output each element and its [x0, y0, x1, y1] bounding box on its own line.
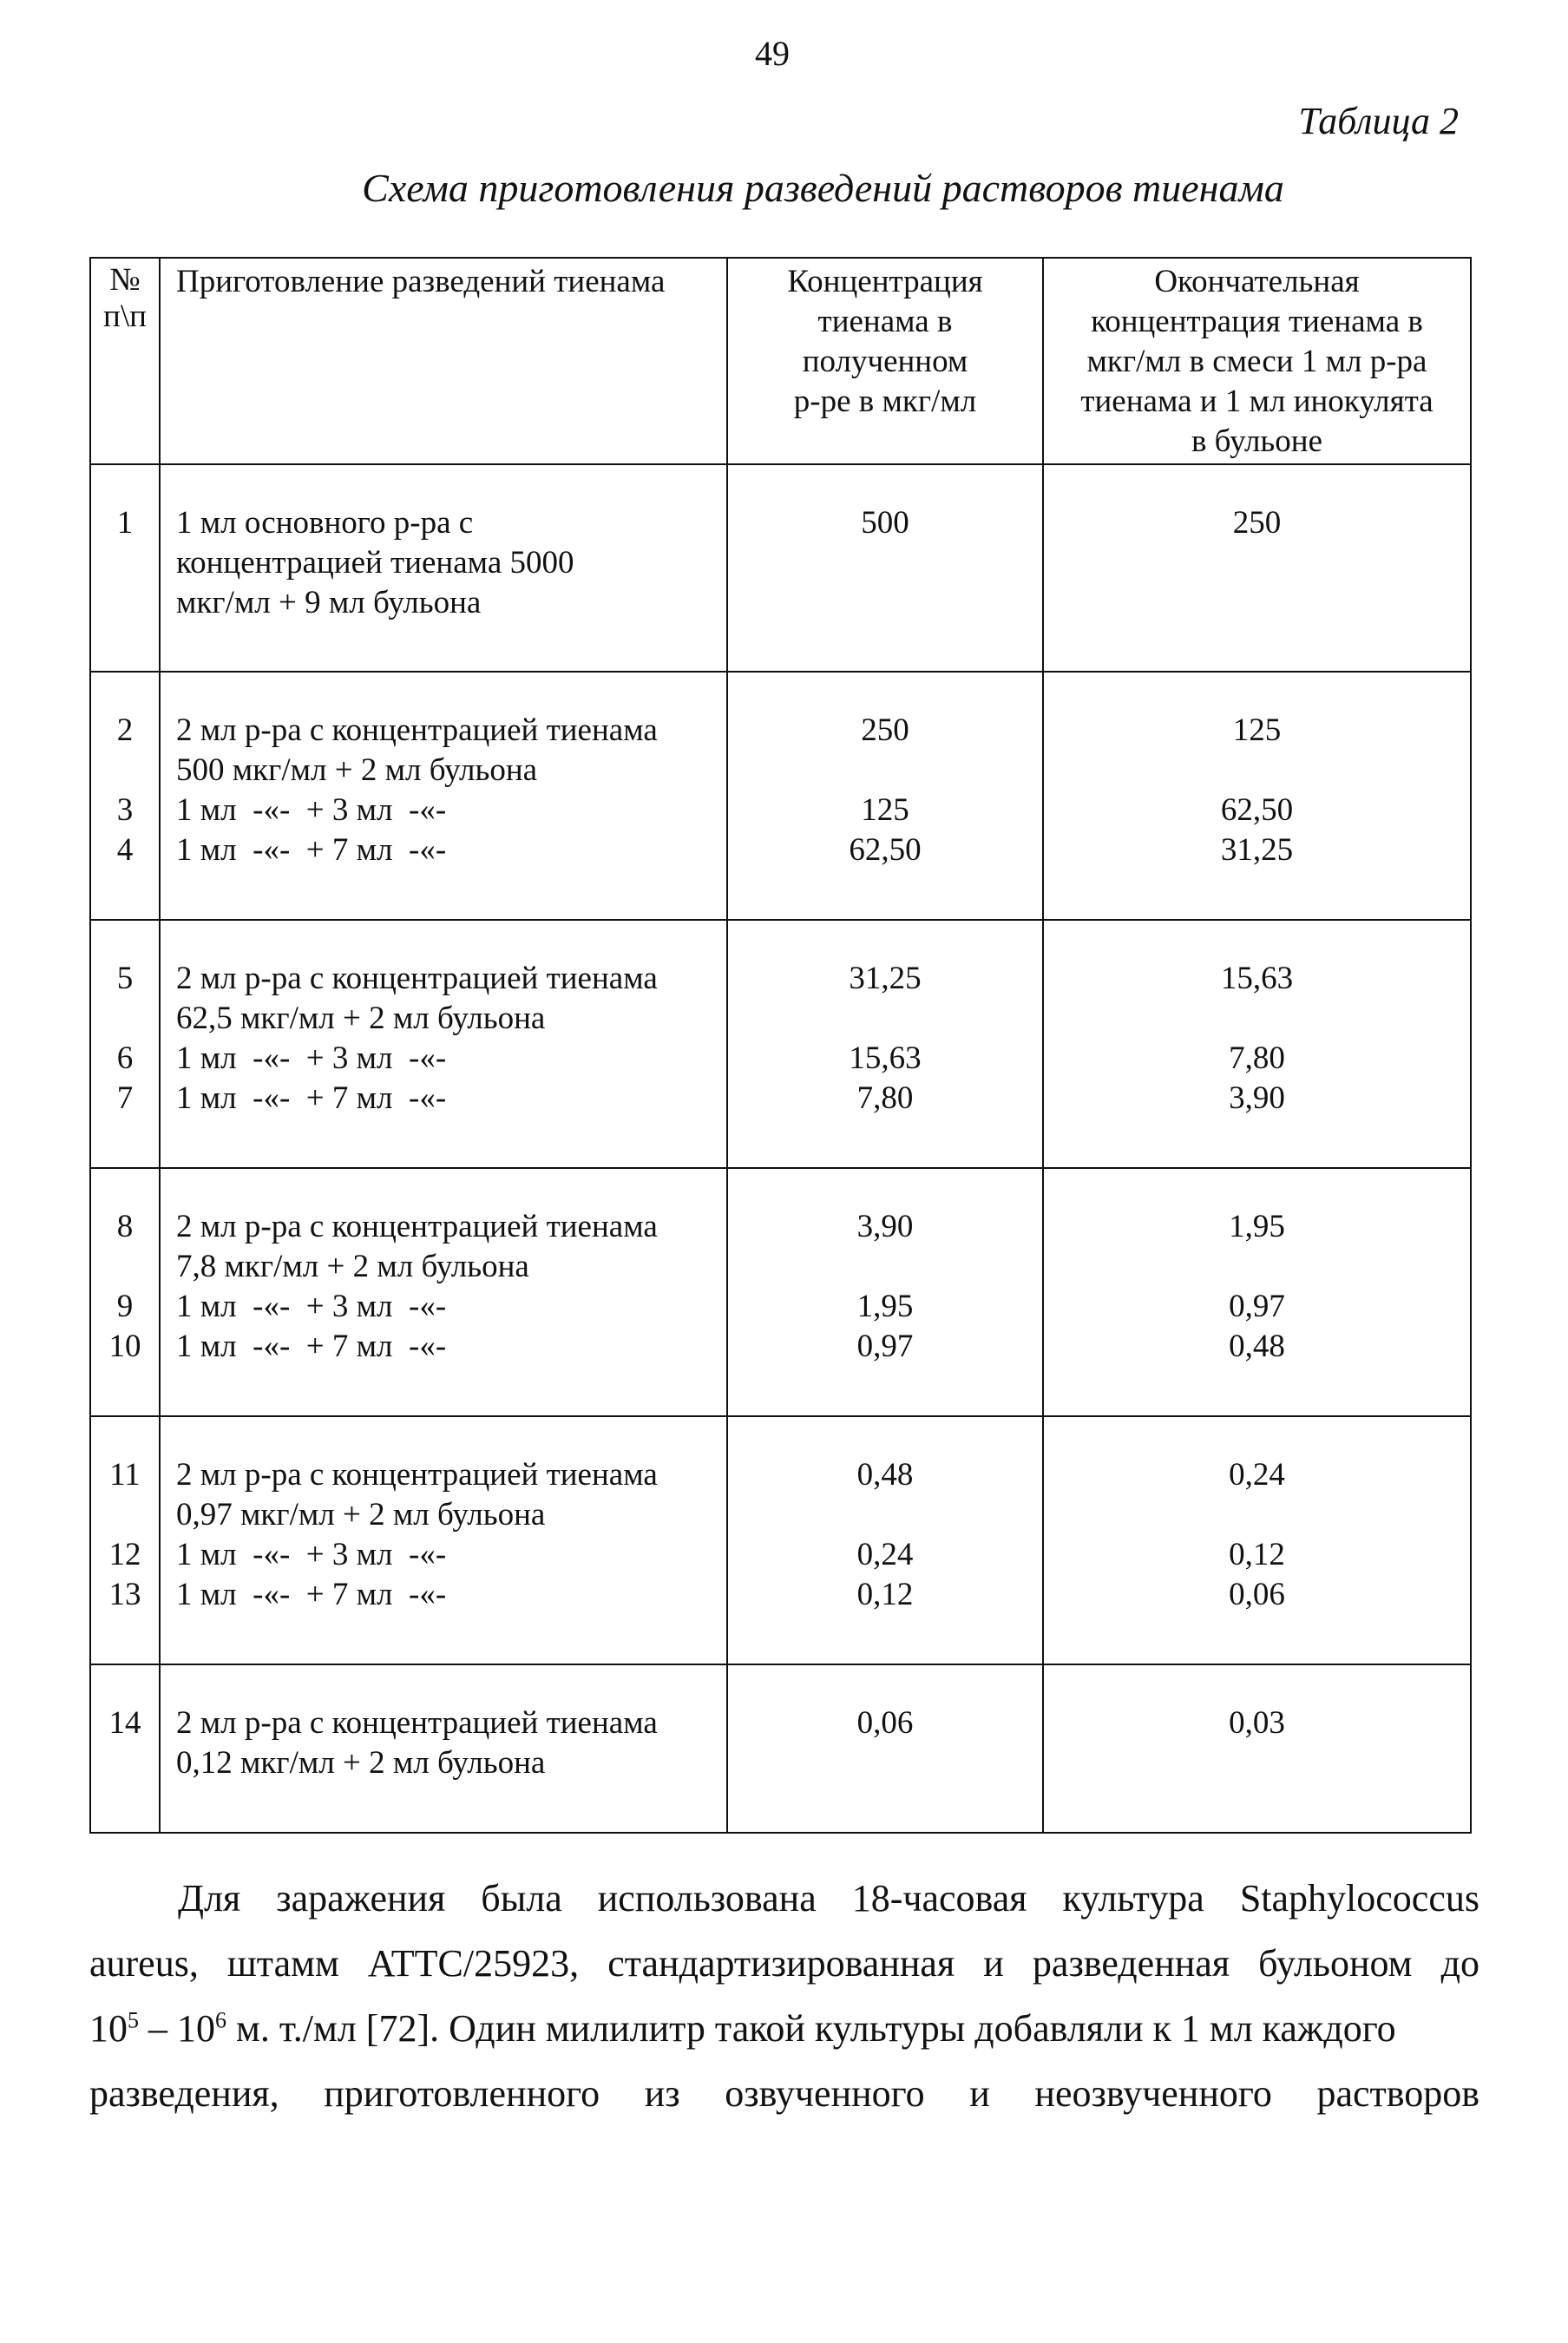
final-concentration-value: 0,24	[1229, 1457, 1285, 1493]
concentration-value	[728, 751, 1042, 791]
concentration-value: 500	[861, 505, 909, 541]
preparation-line: мкг/мл + 9 мл бульона	[176, 585, 482, 620]
header-final-line: концентрация тиенама в	[1091, 304, 1423, 339]
row-number: 14	[108, 1705, 141, 1741]
final-concentration-cell	[1043, 1168, 1471, 1416]
body-superscript: 5	[128, 2007, 139, 2033]
header-conc-line: р-ре в мкг/мл	[793, 384, 977, 419]
preparation-line: 1 мл -«- + 3 мл -«-	[176, 1040, 447, 1076]
header-prep-line: Приготовление разведений тиенама	[176, 264, 666, 299]
row-number-cell	[90, 1416, 160, 1664]
dilution-table	[89, 257, 1472, 1834]
final-concentration-cell	[1043, 920, 1471, 1168]
header-final-line: Окончательная	[1154, 264, 1360, 299]
header-final-line: в бульоне	[1191, 423, 1323, 459]
body-superscript: 6	[215, 2007, 226, 2033]
row-number: 5	[116, 961, 134, 996]
concentration-value: 3,90	[856, 1209, 914, 1244]
concentration-cell	[727, 1664, 1043, 1833]
row-number-cell	[90, 1168, 160, 1416]
preparation-line: 0,12 мкг/мл + 2 мл бульона	[176, 1745, 546, 1781]
final-concentration-value: 62,50	[1220, 792, 1294, 828]
final-concentration-cell	[1043, 1416, 1471, 1664]
table-row	[90, 1168, 1471, 1416]
row-number: 1	[116, 505, 134, 541]
concentration-value: 0,24	[856, 1537, 914, 1572]
page-number: 49	[755, 34, 790, 73]
table-row	[90, 1416, 1471, 1664]
table-label: Таблица 2	[1298, 100, 1459, 142]
concentration-cell	[727, 464, 1043, 672]
concentration-value: 62,50	[849, 832, 922, 868]
concentration-value: 15,63	[849, 1040, 922, 1076]
final-concentration-value: 0,97	[1229, 1289, 1285, 1324]
preparation-line: 1 мл -«- + 7 мл -«-	[176, 1329, 447, 1364]
table-row	[90, 920, 1471, 1168]
final-concentration-value	[1044, 1495, 1470, 1535]
final-concentration-value: 3,90	[1229, 1080, 1285, 1116]
concentration-cell	[727, 672, 1043, 920]
header-final-line: мкг/мл в смеси 1 мл р-ра	[1086, 344, 1427, 379]
final-concentration-value: 7,80	[1229, 1040, 1285, 1076]
final-concentration-value	[1044, 999, 1470, 1039]
final-concentration-cell	[1043, 672, 1471, 920]
preparation-line: 62,5 мкг/мл + 2 мл бульона	[176, 1001, 546, 1036]
preparation-line: 1 мл основного р-ра с	[176, 505, 474, 541]
row-number-cell	[90, 1664, 160, 1833]
row-number	[91, 999, 159, 1039]
preparation-line: концентрацией тиенама 5000	[176, 545, 574, 581]
final-concentration-value: 125	[1232, 712, 1282, 748]
preparation-line: 2 мл р-ра с концентрацией тиенама	[176, 1457, 658, 1493]
body-line: разведения, приготовленного из озвученного и неозвученного растворов	[89, 2072, 1479, 2115]
preparation-line: 1 мл -«- + 7 мл -«-	[176, 832, 447, 868]
row-number-cell	[90, 920, 160, 1168]
header-conc-line: тиенама в	[817, 304, 953, 339]
row-number: 11	[109, 1457, 141, 1493]
row-number-cell	[90, 672, 160, 920]
header-conc	[727, 258, 1043, 464]
concentration-value: 0,97	[856, 1329, 914, 1364]
final-concentration-cell	[1043, 464, 1471, 672]
preparation-line: 2 мл р-ра с концентрацией тиенама	[176, 1209, 658, 1244]
final-concentration-value: 0,12	[1229, 1537, 1285, 1572]
row-number: 9	[116, 1289, 134, 1324]
concentration-cell	[727, 1416, 1043, 1664]
row-number: 4	[116, 832, 134, 868]
preparation-cell	[160, 1168, 727, 1416]
header-num	[90, 258, 160, 464]
preparation-line: 2 мл р-ра с концентрацией тиенама	[176, 1705, 658, 1741]
concentration-value: 7,80	[856, 1080, 914, 1116]
body-text-fragment: 10	[89, 2007, 128, 2050]
final-concentration-cell	[1043, 1664, 1471, 1833]
row-number: 8	[116, 1209, 134, 1244]
body-text-fragment: м. т./мл [72]. Один милилитр такой культуры добавляли к 1 мл каждого	[226, 2007, 1396, 2050]
concentration-value	[728, 999, 1042, 1039]
preparation-line: 2 мл р-ра с концентрацией тиенама	[176, 712, 658, 748]
row-number: 2	[116, 712, 134, 748]
concentration-cell	[727, 920, 1043, 1168]
row-number-cell	[90, 464, 160, 672]
row-number: 13	[108, 1577, 141, 1612]
final-concentration-value	[1044, 1247, 1470, 1287]
preparation-cell	[160, 464, 727, 672]
table-row	[90, 464, 1471, 672]
final-concentration-value: 0,06	[1229, 1577, 1285, 1612]
preparation-cell	[160, 1664, 727, 1833]
body-text-fragment: – 10	[139, 2007, 215, 2050]
preparation-line: 7,8 мкг/мл + 2 мл бульона	[176, 1249, 529, 1284]
preparation-line: 1 мл -«- + 7 мл -«-	[176, 1080, 447, 1116]
concentration-value: 1,95	[856, 1289, 914, 1324]
final-concentration-value	[1044, 751, 1470, 791]
preparation-cell	[160, 1416, 727, 1664]
preparation-line: 1 мл -«- + 7 мл -«-	[176, 1577, 447, 1612]
preparation-line: 1 мл -«- + 3 мл -«-	[176, 792, 447, 828]
body-line: Для заражения была использована 18-часовая культура Staphylococcus	[178, 1877, 1479, 1920]
row-number	[91, 1247, 159, 1287]
table-header-row	[90, 258, 1471, 464]
row-number: 7	[116, 1080, 134, 1116]
final-concentration-value: 0,03	[1229, 1705, 1285, 1741]
header-num-line: п\п	[103, 299, 147, 334]
table-row	[90, 1664, 1471, 1833]
preparation-line: 0,97 мкг/мл + 2 мл бульона	[176, 1497, 546, 1532]
preparation-line: 2 мл р-ра с концентрацией тиенама	[176, 961, 658, 996]
row-number	[91, 1495, 159, 1535]
row-number	[91, 751, 159, 791]
row-number: 3	[116, 792, 134, 828]
final-concentration-value: 1,95	[1229, 1209, 1285, 1244]
concentration-value	[728, 1495, 1042, 1535]
concentration-value	[728, 1247, 1042, 1287]
row-number: 6	[116, 1040, 134, 1076]
final-concentration-value: 15,63	[1220, 961, 1294, 996]
concentration-value: 250	[861, 712, 909, 748]
concentration-value: 31,25	[849, 961, 922, 996]
table-title: Схема приготовления разведений растворов тиенама	[362, 166, 1284, 210]
preparation-cell	[160, 672, 727, 920]
body-paragraph	[89, 1866, 1479, 2126]
row-number: 10	[108, 1329, 141, 1364]
header-final	[1043, 258, 1471, 464]
preparation-cell	[160, 920, 727, 1168]
header-final-line: тиенама и 1 мл инокулята	[1080, 384, 1434, 419]
preparation-line: 1 мл -«- + 3 мл -«-	[176, 1289, 447, 1324]
concentration-cell	[727, 1168, 1043, 1416]
final-concentration-value: 250	[1232, 505, 1282, 541]
body-line: aureus, штамм ATTC/25923, стандартизированная и разведенная бульоном до	[89, 1942, 1479, 1985]
preparation-line: 500 мкг/мл + 2 мл бульона	[176, 752, 538, 788]
concentration-value: 125	[861, 792, 909, 828]
final-concentration-value: 0,48	[1229, 1329, 1285, 1364]
row-number: 12	[108, 1537, 141, 1572]
header-conc-line: Концентрация	[787, 264, 983, 299]
table-row	[90, 672, 1471, 920]
concentration-value: 0,12	[856, 1577, 914, 1612]
preparation-line: 1 мл -«- + 3 мл -«-	[176, 1537, 447, 1572]
header-conc-line: полученном	[802, 344, 968, 379]
concentration-value: 0,48	[856, 1457, 914, 1493]
body-line	[89, 1996, 1479, 2061]
header-num-line: №	[109, 262, 141, 298]
final-concentration-value: 31,25	[1220, 832, 1294, 868]
concentration-value: 0,06	[856, 1705, 914, 1741]
header-prep	[160, 258, 727, 464]
